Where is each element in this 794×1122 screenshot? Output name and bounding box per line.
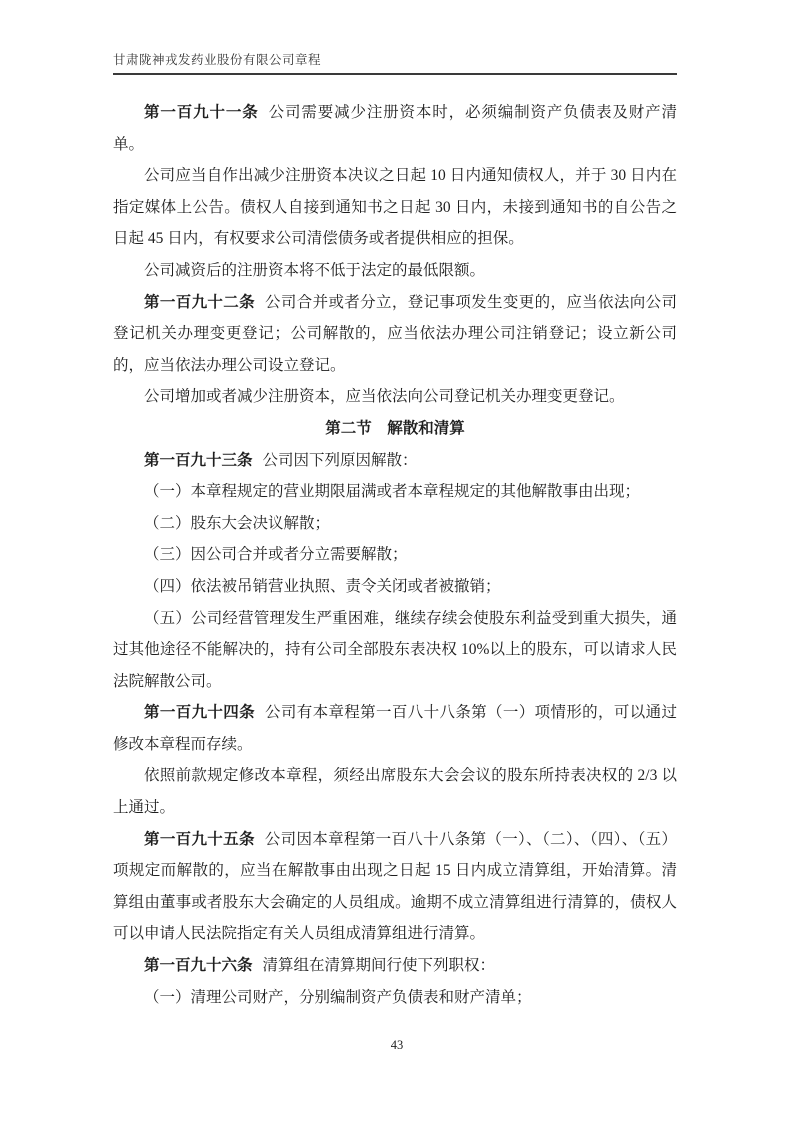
page-header — [113, 52, 677, 75]
paragraph-text: （一）本章程规定的营业期限届满或者本章程规定的其他解散事由出现； — [144, 483, 641, 501]
paragraph-text: 公司有本章程第一百八十八条第（一）项情形的，可以通过修改本章程而存续。 — [113, 704, 677, 753]
paragraph-text: （三）因公司合并或者分立需要解散； — [144, 546, 408, 564]
paragraph-text: 公司减资后的注册资本将不低于法定的最低限额。 — [144, 261, 486, 279]
list-item-paragraph — [113, 603, 677, 698]
list-item-paragraph — [113, 476, 677, 508]
section-heading — [113, 413, 677, 445]
paragraph-text: 依照前款规定修改本章程，须经出席股东大会会议的股东所持表决权的 2/3 以上通过。 — [113, 767, 677, 817]
paragraph-text: （五）公司经营管理发生严重困难，继续存续会使股东利益受到重大损失，通过其他途径不能解决的，持有公司全部股东表决权 10%以上的股东，可以请求人民法院解散公司。 — [113, 609, 677, 690]
body-paragraph — [113, 381, 677, 413]
article-number: 第一百九十二条 — [144, 293, 256, 311]
paragraph-text: 公司应当自作出减少注册资本决议之日起 10 日内通知债权人，并于 30 日内在指定媒体上公告。债权人自接到通知书之日起 30 日内，未接到通知书的自公告之日起 45 日内，有权要求公司清偿债务或者提供相应的担保。 — [113, 167, 677, 248]
paragraph-text: 公司因下列原因解散： — [262, 451, 418, 469]
article-number: 第一百九十三条 — [144, 451, 253, 469]
article-number: 第一百九十五条 — [144, 830, 255, 848]
paragraph-text: 公司需要减少注册资本时，必须编制资产负债表及财产清单。 — [113, 104, 677, 153]
header-title: 甘肃陇神戎发药业股份有限公司章程 — [113, 53, 322, 67]
article-paragraph — [113, 824, 677, 950]
article-paragraph — [113, 697, 677, 760]
paragraph-text: 公司增加或者减少注册资本，应当依法向公司登记机关办理变更登记。 — [144, 388, 625, 406]
paragraph-text: （一）清理公司财产，分别编制资产负债表和财产清单； — [144, 988, 532, 1006]
document-body — [113, 97, 677, 1013]
list-item-paragraph — [113, 982, 677, 1014]
paragraph-text: （四）依法被吊销营业执照、责令关闭或者被撤销； — [144, 577, 501, 595]
page-number: 43 — [390, 1038, 404, 1052]
paragraph-text: （二）股东大会决议解散； — [144, 514, 331, 532]
article-number: 第一百九十六条 — [144, 957, 253, 975]
body-paragraph — [113, 255, 677, 287]
section-heading-text: 第二节 解散和清算 — [325, 419, 465, 437]
body-paragraph — [113, 160, 677, 255]
page-footer — [0, 1038, 794, 1053]
list-item-paragraph — [113, 508, 677, 540]
article-number: 第一百九十四条 — [144, 704, 256, 722]
article-paragraph — [113, 445, 677, 477]
list-item-paragraph — [113, 539, 677, 571]
paragraph-text: 公司合并或者分立，登记事项发生变更的，应当依法向公司登记机关办理变更登记；公司解散的，应当依法办理公司注销登记；设立新公司的，应当依法办理公司设立登记。 — [113, 293, 677, 374]
list-item-paragraph — [113, 571, 677, 603]
body-paragraph — [113, 760, 677, 823]
paragraph-text: 清算组在清算期间行使下列职权： — [262, 957, 496, 975]
article-number: 第一百九十一条 — [144, 104, 259, 121]
paragraph-text: 公司因本章程第一百八十八条第（一）、（二）、（四）、（五）项规定而解散的，应当在解散事由出现之日起 15 日内成立清算组，开始清算。清算组由董事或者股东大会确定的人员组成。逾期不成立清算组进行清算的，债权人可以申请人民法院指定有关人员组成清算组进行清算。 — [113, 830, 677, 943]
article-paragraph — [113, 950, 677, 982]
article-paragraph — [113, 287, 677, 382]
article-paragraph — [113, 97, 677, 160]
